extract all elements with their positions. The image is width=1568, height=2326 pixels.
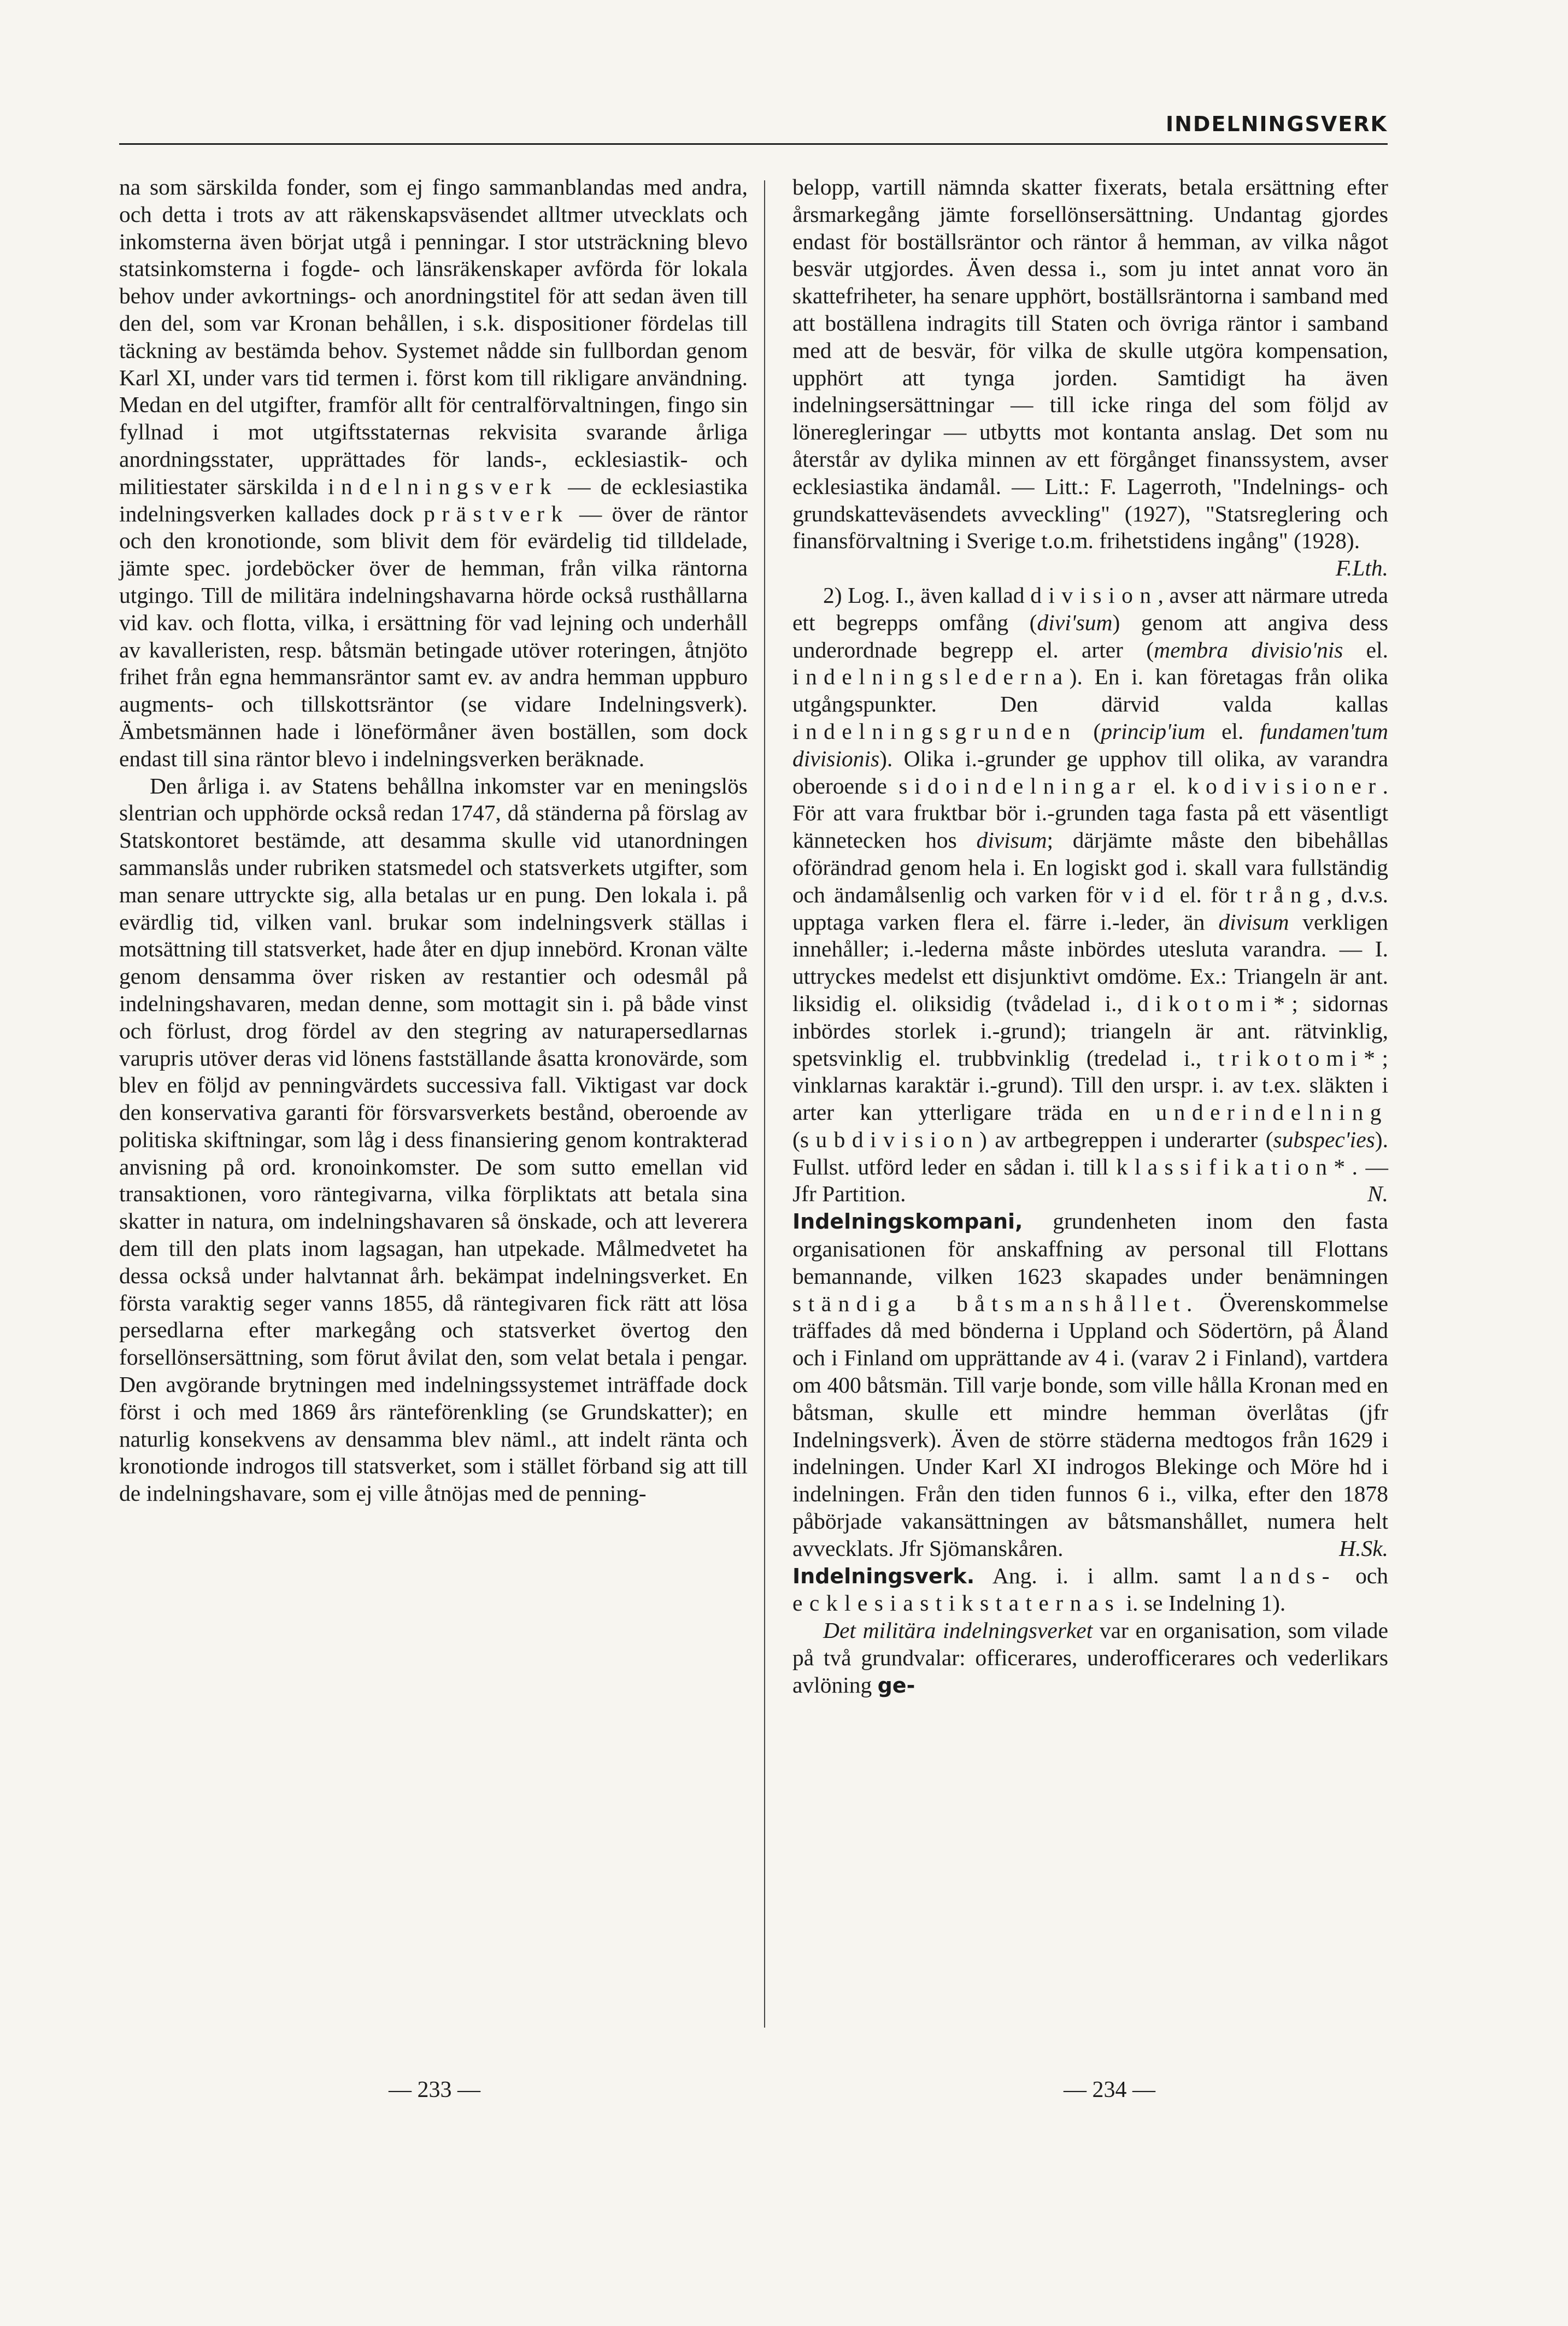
left-paragraph-2: Den årliga i. av Statens behållna inkomster var en meningslös slentrian och upphörde också redan 1747, då ständerna på förslag av Statskontoret bestämde, att desamma skulle vid utanordningen sammanslås under rubriken statsmedel och statsverkets utgifter, som man senare uttryckte sig, alla betalas ur en pung. Den lokala i. på evärdlig tid, vilken vanl. brukar som indelningsverk ställas i motsättning till statsverket, hade åter en djup innebörd. Kronan välte genom densamma över risken av restantier och odesmål på indelningshavaren, medan denne, som mottagit sin i. på både vinst och förlust, drog fördel av den stegring av naturapersedlarnas varupris utöver deras vid lönens fastställande åsatta kronovärde, som blev en följd av penningvärdets successiva fall. Viktigast var dock den konservativa garanti för försvarsverkets bestånd, oberoende av politiska skiftningar, som låg i dess finansiering genom kontrakterad anvisning på ord. kronoinkomster. De som sutto emellan vid transaktionen, voro räntegivarna, vilka förpliktats att betala sina skatter in natura, om indelningshavaren så önskade, och att leverera dem till den plats inom lagsagan, han utpekade. Målmedvetet ha dessa också under halvtannat årh. bekämpat indelningsverket. En första varaktig seger vanns 1855, då räntegivaren fick rätt att lösa persedlarna efter markegång och statsverket övertog den forsellönsersättning, som förut åvilat den, som velat betala i pengar. Den avgörande brytningen med indelningssystemet inträffade dock först i och med 1869 års ränteförenkling (se Grundskatter); en naturlig konsekvens av densamma blev näml., att indelt ränta och kronotionde indrogos till statsverket, som i stället förband sig att till de indelningshavare, som ej ville åtnöjas med de penning- bbox=[119, 773, 748, 1506]
entry-indelningsverk: Indelningsverk. Ang. i. i allm. samt lands- och ecklesiastikstaternas i. se Indelning 1). bbox=[792, 1563, 1389, 1616]
entry-militara-indelningsverket: Det militära indelningsverket var en organisation, som vilade på två grundvalar: officerares, underofficerares och vederlikars avlöning ge- bbox=[792, 1618, 1389, 1697]
spaced-term: prästverk bbox=[424, 501, 569, 526]
right-column bbox=[792, 174, 1388, 1700]
column-divider bbox=[764, 180, 765, 2028]
entry-headword: Indelningskompani, bbox=[792, 1209, 1023, 1234]
left-paragraph-1: na som särskilda fonder, som ej fingo sammanblandas med andra, och detta i trots av att räkenskapsväsendet alltmer utvecklats och inkomsterna även börjat utgå i penningar. I stor utsträckning blevo statsinkomsterna i fogde- och länsräkenskaper avförda för lokala behov under avkortnings- och anordningstitel för att sedan även till den del, som var Kronan behållen, i s.k. dispositioner fördelas till täckning av bestämda behov. Systemet nådde sin fullbordan genom Karl XI, under vars tid termen i. först kom till rikligare användning. Medan en del utgifter, framför allt för centralförvaltningen, fingo sin fyllnad i mot utgiftsstaternas rekvisita svarande årliga anordningsstater, upprättades för lands-, ecklesiastik- och militiestater särskilda indelningsverk — de ecklesiastika indelningsverken kallades dock prästverk — över de räntor och den kronotionde, som blivit dem för evärdelig tid tilldelade, jämte spec. jordeböcker över de hemman, från vilka räntorna utgingo. Till de militära indelningshavarna hörde också rusthållarna vid kav. och flotta, vilka, i ersättning för vad lejning och underhåll av kavalleristen, resp. båtsmän betingade utöver roteringen, åtnjöto frihet från egna hemmansräntor samt ev. av andra hemman uppburo augments- och tillskottsräntor (se vidare Indelningsverk). Ämbetsmännen hade i löneförmåner även boställen, som dock endast till sina räntor blevo i indelningsverken beräknade. bbox=[119, 174, 748, 771]
spaced-term: indelningsverk bbox=[327, 473, 558, 499]
left-column bbox=[119, 174, 748, 1507]
entry-indelningskompani: Indelningskompani, grundenheten inom den fasta organisationen för anskaffning av personal till Flottans bemannande, vilken 1623 skapades under benämningen ständiga båtsmanshållet. Överenskommelse träffades då med bönderna i Uppland och Södertörn, på Åland och i Finland om upprättande av 4 i. (varav 2 i Finland), vartdera om 400 båtsmän. Till varje bonde, som ville hålla Kronan med en båtsman, skulle ett mindre hemman överlåtas (jfr Indelningsverk). Även de större städerna medtogos från 1629 i indelningen. Under Karl XI indrogos Blekinge och Möre hd i indelningen. Från den tiden funnos 6 i., vilka, efter den 1878 påbörjade vakansättningen av båtsmanshållet, numera helt avvecklats. Jfr Sjömanskåren. H.Sk. bbox=[792, 1208, 1388, 1562]
page-number-right: — 234 — bbox=[1064, 2077, 1155, 2102]
page-number-left: — 233 — bbox=[389, 2077, 480, 2102]
author-signature: H.Sk. bbox=[1339, 1535, 1388, 1561]
entry-headword: Indelningsverk. bbox=[792, 1564, 975, 1588]
header-rule bbox=[119, 143, 1388, 145]
author-signature: F.Lth. bbox=[1335, 555, 1388, 581]
right-paragraph-1: belopp, vartill nämnda skatter fixerats, betala ersättning efter årsmarkegång jämte forsellönsersättning. Undantag gjordes endast för boställsräntor och räntor å hemman, av vilka något besvär utgjordes. Även dessa i., som ju intet annat voro än skattefriheter, ha senare upphört, boställsräntorna i samband med att boställena indragits till Staten och övriga räntor i samband med att de besvär, för vilka de skulle utgöra kompensation, upphört att tynga jorden. Samtidigt ha även indelningsersättningar — till icke ringa del som följd av löneregleringar — utbytts mot kontanta anslag. Det som nu återstår av dylika minnen av ett förgånget finanssystem, avser ecklesiastika ändamål. — Litt.: F. Lagerroth, "Indelnings- och grundskatteväsendets avveckling" (1927), "Statsreglering och finansförvaltning i Sverige t.o.m. frihetstidens ingång" (1928). F.Lth. bbox=[792, 174, 1388, 555]
right-paragraph-logic: 2) Log. I., även kallad division, avser att närmare utreda ett begrepps omfång (divi'sum) genom att angiva dess underordnade begrepp el. arter (membra divisio'nis el. indelningslederna). En i. kan företagas från olika utgångspunkter. Den därvid valda kallas indelningsgrunden (princip'ium el. fundamen'tum divisionis). Olika i.-grunder ge upphov till olika, av varandra oberoende sidoindelningar el. kodivisioner. För att vara fruktbar bör i.-grunden taga fasta på ett väsentligt kännetecken hos divisum; därjämte måste den bibehållas oförändrad genom hela i. En logiskt god i. skall vara fullständig och ändamålsenlig och varken för vid el. för trång, d.v.s. upptaga varken flera el. färre i.-leder, än divisum verkligen innehåller; i.-lederna måste inbördes utesluta varandra. — I. uttryckes medelst ett disjunktivt omdöme. Ex.: Triangeln är ant. liksidig el. oliksidig (tvådelad i., dikotomi*; sidornas inbördes storlek i.-grund); triangeln är ant. rätvinklig, spetsvinklig el. trubbvinklig (tredelad i., trikotomi*; vinklarnas karaktär i.-grund). Till den urspr. i. av t.ex. släkten i arter kan ytterligare träda en underindelning (subdivision) av artbegreppen i underarter (subspec'ies). Fullst. utförd leder en sådan i. till klassifikation*. — Jfr Partition. N. bbox=[792, 582, 1388, 1208]
running-head: INDELNINGSVERK bbox=[1165, 112, 1388, 136]
author-signature: N. bbox=[1367, 1181, 1388, 1207]
